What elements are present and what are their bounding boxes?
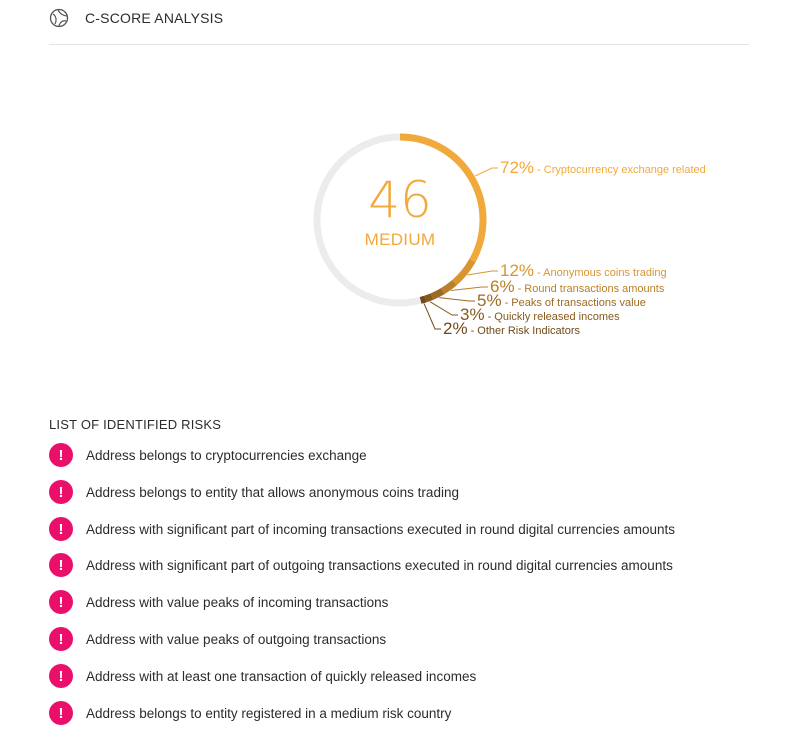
label-leader-line xyxy=(424,304,441,329)
risk-description: Address with significant part of outgoing transactions executed in round digital currencies amounts xyxy=(86,557,673,573)
risk-description: Address with at least one transaction of quickly released incomes xyxy=(86,668,477,684)
slice-label-percent: 6% xyxy=(490,277,515,296)
alert-icon: ! xyxy=(49,553,73,577)
donut-segment xyxy=(425,297,432,299)
alert-icon: ! xyxy=(49,443,73,467)
risk-list-item xyxy=(49,626,386,652)
risks-list-title: LIST OF IDENTIFIED RISKS xyxy=(49,417,222,432)
label-leader-line xyxy=(430,302,458,315)
slice-label xyxy=(500,158,706,177)
alert-icon: ! xyxy=(49,664,73,688)
risk-list-item xyxy=(49,442,367,468)
slice-label-text: - Anonymous coins trading xyxy=(537,267,667,279)
risk-list-item xyxy=(49,479,459,505)
slice-label-percent: 2% xyxy=(443,319,468,338)
slice-label-text: - Quickly released incomes xyxy=(487,311,620,323)
risk-list-item xyxy=(49,552,673,578)
risk-description: Address with value peaks of incoming transactions xyxy=(86,594,389,610)
risk-list-item xyxy=(49,516,675,542)
donut-segment xyxy=(421,299,426,300)
slice-label-text: - Other Risk Indicators xyxy=(470,325,580,337)
risk-description: Address with value peaks of outgoing transactions xyxy=(86,631,387,647)
alert-icon: ! xyxy=(49,701,73,725)
alert-icon: ! xyxy=(49,480,73,504)
slice-label-percent: 72% xyxy=(500,158,535,177)
slice-label-percent: 5% xyxy=(477,291,502,310)
score-value: 46 xyxy=(368,171,432,229)
alert-icon: ! xyxy=(49,590,73,614)
risk-list-item xyxy=(49,589,388,615)
alert-icon: ! xyxy=(49,627,73,651)
slice-label-text: - Peaks of transactions value xyxy=(504,297,646,309)
risk-description: Address with significant part of incoming transactions executed in round digital currencies amounts xyxy=(86,521,676,537)
label-leader-line xyxy=(467,271,498,275)
slice-label-text: - Cryptocurrency exchange related xyxy=(537,164,706,176)
label-leader-line xyxy=(451,287,488,290)
risk-list-item xyxy=(49,663,476,689)
page-title: C-SCORE ANALYSIS xyxy=(85,10,224,26)
risk-list-item xyxy=(49,700,451,726)
slice-label xyxy=(500,261,667,280)
alert-icon: ! xyxy=(49,517,73,541)
score-level: MEDIUM xyxy=(364,230,436,249)
donut-segment xyxy=(432,291,443,296)
slice-label-text: - Round transactions amounts xyxy=(517,283,665,295)
slice-label-percent: 3% xyxy=(460,305,485,324)
donut-segment xyxy=(454,261,472,283)
risk-description: Address belongs to entity that allows anonymous coins trading xyxy=(86,484,459,500)
slice-label-percent: 12% xyxy=(500,261,535,280)
label-leader-line xyxy=(475,168,498,176)
risk-description: Address belongs to entity registered in a medium risk country xyxy=(86,705,452,721)
risk-description: Address belongs to cryptocurrencies exchange xyxy=(86,447,367,463)
label-leader-line xyxy=(439,298,475,301)
